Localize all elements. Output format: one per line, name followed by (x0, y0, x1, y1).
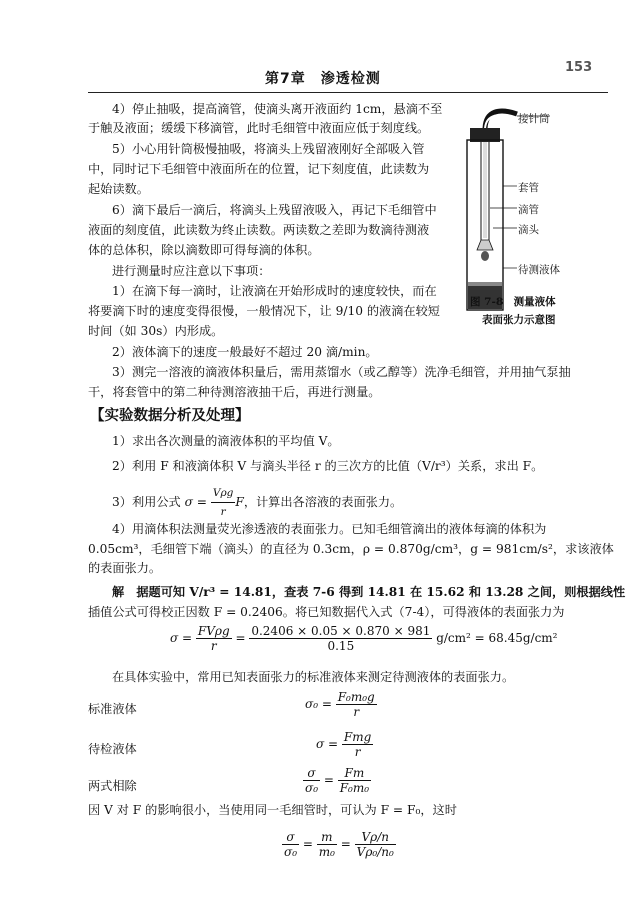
solution-line: 插值公式可得校正因数 F = 0.2406。将已知数据代入式（7-4），可得液体的表面张力为 (88, 605, 565, 619)
example-line: 4）用滴体积法测量荧光渗透液的表面张力。已知毛细管滴出的液体每滴的体积为 (112, 522, 547, 536)
para-line: 中，同时记下毛细管中液面所在的位置，记下刻度值，此读数为 (88, 162, 430, 176)
chapter-header: 第7章 渗透检测 (265, 71, 381, 87)
step-line: 3）利用公式 σ = $\frac{\text{Vρg}}{r}$ F，计算出各溶液的表面张力。 (112, 484, 402, 521)
para-line: 体的总体积，除以滴数即可得每滴的体积。 (88, 243, 320, 257)
conclusion-text: 因 V 对 F 的影响很小，当使用同一毛细管时，可认为 F = F₀，这时 (88, 803, 457, 817)
drip-tip (477, 240, 493, 250)
para-line: 干，将套管中的第二种待测溶液抽干后，再进行测量。 (88, 385, 381, 399)
para-line: 液面的刻度值，此读数为终止读数。两读数之差即为数滴待测液 (88, 223, 430, 237)
droplet (481, 251, 489, 261)
solution-line: 解 据题可知 V/r³ = 14.81，查表 7-6 得到 14.81 在 15.62 和 13.28 之间，则根据线性 (112, 585, 626, 599)
para-line: 1）在滴下每一滴时，让液滴在开始形成时的速度较快，而在 (112, 284, 437, 298)
para-line: 起始读数。 (88, 182, 149, 196)
figure-caption: 表面张力示意图 (482, 314, 556, 326)
header-rule (88, 92, 608, 93)
step-line: 2）利用 F 和液滴体积 V 与滴头半径 r 的三次方的比值（V/r³）关系，求出 F。 (112, 459, 544, 473)
para-line: 时间（如 30s）内形成。 (88, 324, 224, 338)
para-line: 于触及液面；缓缓下移滴管，此时毛细管中液面应低于刻度线。 (88, 121, 430, 135)
para-line: 6）滴下最后一滴后，将滴头上残留液吸入，再记下毛细管中 (112, 203, 437, 217)
surface-tension-equation: σ = $\frac{\text{FVρg}}{r}$ = $\frac{0.2406 \times 0.05 \times 0.870 \times 981}{0.15}$ g/cm² = 68.45g/cm² (170, 624, 558, 653)
label-syringe: 接针筒 (518, 113, 550, 125)
para-line: 5）小心用针筒极慢抽吸，将滴头上残留液刚好全部吸入管 (112, 142, 425, 156)
para-line: 3）测完一溶液的滴液体积量后，需用蒸馏水（或乙醇等）洗净毛细管，并用抽气泵抽 (112, 365, 571, 379)
label-sleeve: 套管 (518, 182, 539, 194)
final-equation: $\frac{\sigma}{\text{σ₀}}$ = $\frac{m}{\text{m₀}}$ = $\frac{V\rho/n}{\text{Vρ₀/n₀}}$ (284, 830, 394, 859)
para-line: 进行测量时应注意以下事项： (112, 264, 271, 278)
standard-equation: σ₀ = $\frac{\text{F₀m₀g}}{r}$ (305, 690, 375, 719)
row-label: 待检液体 (88, 742, 137, 756)
ratio-equation: $\frac{\sigma}{\text{σ₀}}$ = $\frac{Fm}{\text{F₀m₀}}$ (305, 766, 370, 795)
label-tip: 滴头 (518, 224, 539, 236)
label-dropper: 滴管 (518, 204, 539, 216)
page-number: 153 (565, 60, 593, 75)
para-line: 4）停止抽吸，提高滴管，使滴头离开液面约 1cm，悬滴不至 (112, 102, 443, 116)
row-label: 两式相除 (88, 779, 137, 793)
test-equation: σ = $\frac{\text{Fmg}}{r}$ (316, 730, 372, 759)
inline-formula: σ = $\frac{\text{Vρg}}{r}$ F (185, 495, 244, 509)
example-line: 的表面张力。 (88, 561, 162, 575)
section-title: 【实验数据分析及处理】 (90, 408, 250, 424)
figure-caption: 图 7-8 测量液体 (470, 296, 556, 308)
step-line: 1）求出各次测量的滴液体积的平均值 V。 (112, 434, 340, 448)
example-line: 0.05cm³，毛细管下端（滴头）的直径为 0.3cm，ρ = 0.870g/cm³，g = 981cm/s²，求该液体 (88, 542, 614, 556)
label-liquid: 待测液体 (518, 264, 560, 276)
para-line: 将要滴下时的速度变得很慢，一般情况下，让 9/10 的液滴在较短 (88, 304, 440, 318)
row-label: 标准液体 (88, 702, 137, 716)
method-text: 在具体实验中，常用已知表面张力的标准液体来测定待测液体的表面张力。 (112, 670, 515, 684)
para-line: 2）液体滴下的速度一般最好不超过 20 滴/min。 (112, 345, 378, 359)
